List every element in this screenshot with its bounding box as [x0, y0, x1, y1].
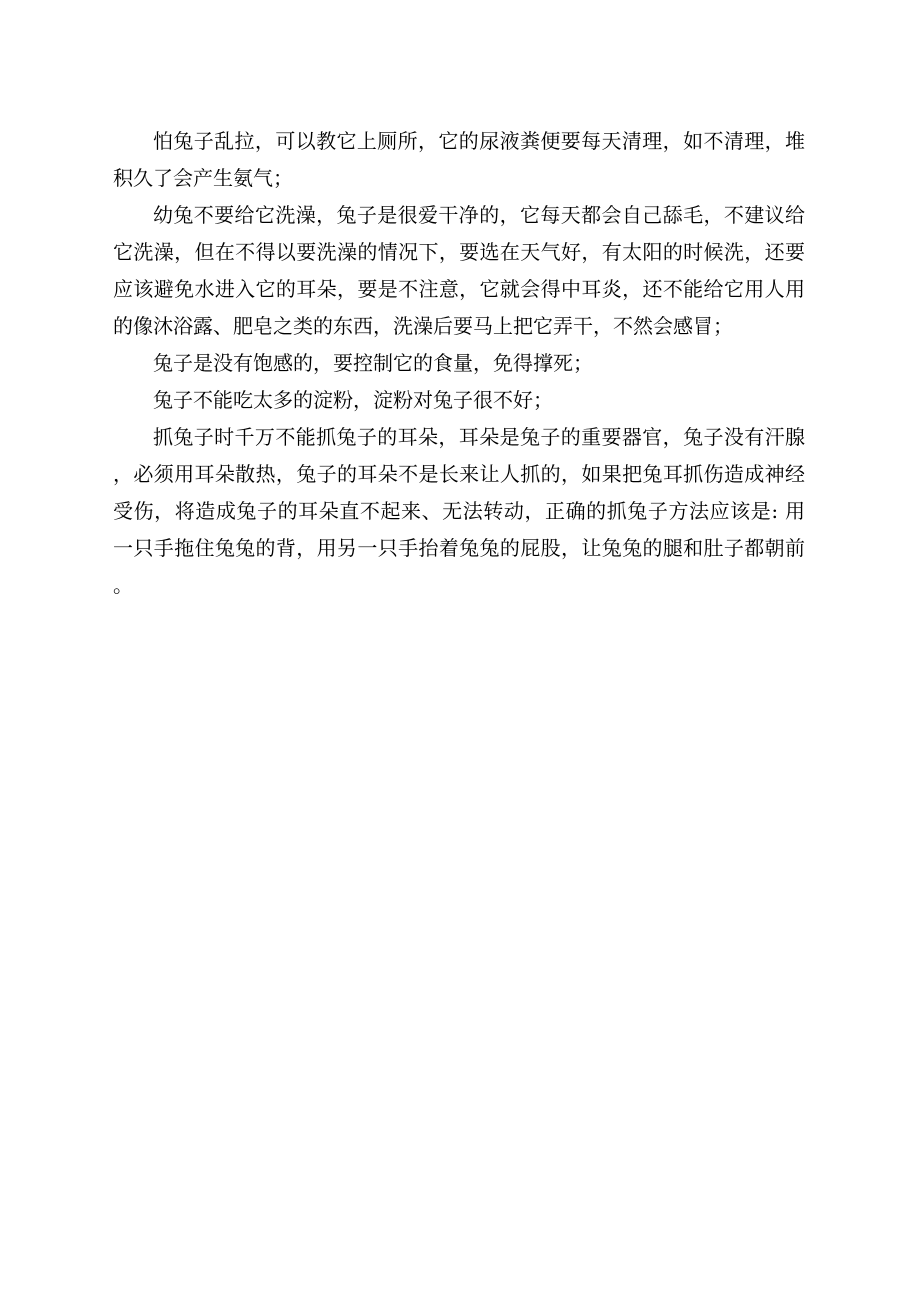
document-body [113, 123, 805, 604]
paragraph-toilet-training: 怕兔子乱拉，可以教它上厕所，它的尿液粪便要每天清理，如不清理，堆积久了会产生氨气； [113, 129, 805, 190]
paragraph-bathing: 幼兔不要给它洗澡，兔子是很爱干净的，它每天都会自己舔毛，不建议给它洗澡，但在不得以要洗澡的情况下，要选在天气好，有太阳的时候洗，还要应该避免水进入它的耳朵，要是不注意，它就会得中耳炎，还不能给它用人用的像沐浴露、肥皂之类的东西，洗澡后要马上把它弄干，不然会感冒； [113, 203, 805, 338]
paragraph-feeding-amount: 兔子是没有饱感的，要控制它的食量，免得撑死； [153, 351, 593, 375]
paragraph-starch: 兔子不能吃太多的淀粉，淀粉对兔子很不好； [153, 388, 553, 412]
paragraph-holding-rabbit: 抓兔子时千万不能抓兔子的耳朵，耳朵是兔子的重要器官，兔子没有汗腺，必须用耳朵散热，兔子的耳朵不是长来让人抓的，如果把兔耳抓伤造成神经受伤，将造成兔子的耳朵直不起来、无法转动，正确的抓兔子方法应该是: 用一只手拖住兔兔的背，用另一只手抬着兔兔的屁股，让兔兔的腿和肚子都朝前。 [113, 425, 805, 597]
